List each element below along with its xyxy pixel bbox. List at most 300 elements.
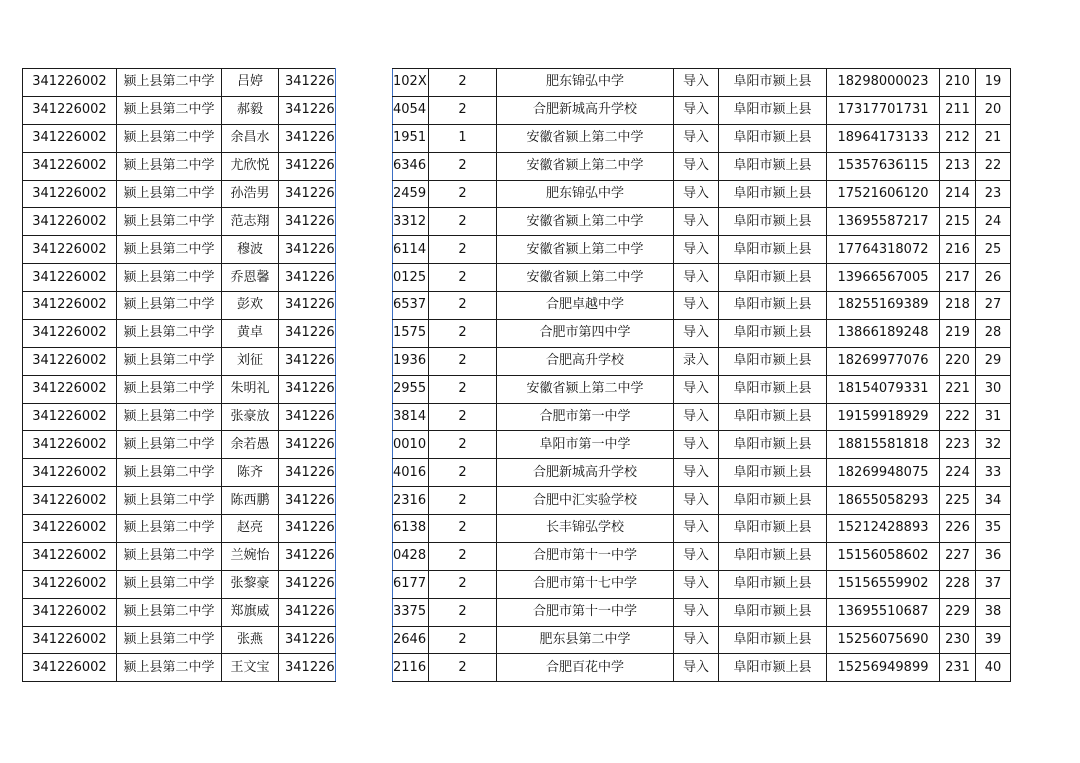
- table-row: [23, 654, 336, 682]
- phone-number-cell: 15156058602: [827, 542, 940, 570]
- school-name-cell: 颍上县第二中学: [117, 236, 222, 264]
- sequence-number-cell: 211: [940, 96, 976, 124]
- student-code-cell: 341226002: [23, 208, 117, 236]
- phone-number-cell: 13866189248: [827, 319, 940, 347]
- entry-type-cell: 导入: [674, 598, 719, 626]
- student-name-cell: 黄卓: [222, 319, 279, 347]
- id-number-suffix-cell: 4016: [393, 459, 429, 487]
- table-row: [393, 152, 1011, 180]
- roster-table-right-body: [393, 69, 1011, 682]
- phone-number-cell: 17521606120: [827, 180, 940, 208]
- region-cell: 阜阳市颍上县: [719, 515, 827, 543]
- student-code-cell: 341226002: [23, 570, 117, 598]
- id-number-prefix-cell: 341226: [279, 515, 336, 543]
- gender-code-cell: 2: [429, 375, 497, 403]
- id-number-suffix-cell: 1936: [393, 347, 429, 375]
- student-code-cell: 341226002: [23, 152, 117, 180]
- table-row: [393, 431, 1011, 459]
- phone-number-cell: 13966567005: [827, 264, 940, 292]
- student-name-cell: 兰婉怡: [222, 542, 279, 570]
- row-number-cell: 39: [976, 626, 1011, 654]
- student-name-cell: 王文宝: [222, 654, 279, 682]
- entry-type-cell: 导入: [674, 292, 719, 320]
- id-number-prefix-cell: 341226: [279, 431, 336, 459]
- sequence-number-cell: 222: [940, 403, 976, 431]
- student-name-cell: 孙浩男: [222, 180, 279, 208]
- sequence-number-cell: 216: [940, 236, 976, 264]
- id-number-prefix-cell: 341226: [279, 124, 336, 152]
- id-number-prefix-cell: 341226: [279, 292, 336, 320]
- entry-type-cell: 导入: [674, 208, 719, 236]
- student-code-cell: 341226002: [23, 236, 117, 264]
- entry-type-cell: 导入: [674, 180, 719, 208]
- phone-number-cell: 19159918929: [827, 403, 940, 431]
- id-number-suffix-cell: 6138: [393, 515, 429, 543]
- region-cell: 阜阳市颍上县: [719, 208, 827, 236]
- entry-type-cell: 导入: [674, 152, 719, 180]
- gender-code-cell: 2: [429, 515, 497, 543]
- sequence-number-cell: 228: [940, 570, 976, 598]
- row-number-cell: 36: [976, 542, 1011, 570]
- student-name-cell: 张豪放: [222, 403, 279, 431]
- entry-type-cell: 导入: [674, 236, 719, 264]
- table-row: [23, 319, 336, 347]
- table-row: [23, 598, 336, 626]
- school-name-cell: 颍上县第二中学: [117, 403, 222, 431]
- region-cell: 阜阳市颍上县: [719, 124, 827, 152]
- table-row: [23, 292, 336, 320]
- id-number-prefix-cell: 341226: [279, 347, 336, 375]
- origin-school-cell: 合肥市第一中学: [497, 403, 674, 431]
- id-number-suffix-cell: 3375: [393, 598, 429, 626]
- table-row: [23, 515, 336, 543]
- student-code-cell: 341226002: [23, 69, 117, 97]
- row-number-cell: 21: [976, 124, 1011, 152]
- sequence-number-cell: 230: [940, 626, 976, 654]
- region-cell: 阜阳市颍上县: [719, 292, 827, 320]
- table-row: [393, 124, 1011, 152]
- student-name-cell: 朱明礼: [222, 375, 279, 403]
- table-row: [393, 598, 1011, 626]
- student-name-cell: 张黎豪: [222, 570, 279, 598]
- student-name-cell: 陈西鹏: [222, 487, 279, 515]
- gender-code-cell: 2: [429, 152, 497, 180]
- phone-number-cell: 18269977076: [827, 347, 940, 375]
- sequence-number-cell: 220: [940, 347, 976, 375]
- school-name-cell: 颍上县第二中学: [117, 459, 222, 487]
- row-number-cell: 29: [976, 347, 1011, 375]
- origin-school-cell: 合肥中汇实验学校: [497, 487, 674, 515]
- student-code-cell: 341226002: [23, 431, 117, 459]
- student-code-cell: 341226002: [23, 124, 117, 152]
- phone-number-cell: 18964173133: [827, 124, 940, 152]
- table-row: [393, 264, 1011, 292]
- student-code-cell: 341226002: [23, 487, 117, 515]
- id-number-suffix-cell: 0428: [393, 542, 429, 570]
- entry-type-cell: 导入: [674, 375, 719, 403]
- table-row: [393, 208, 1011, 236]
- id-number-prefix-cell: 341226: [279, 487, 336, 515]
- school-name-cell: 颍上县第二中学: [117, 347, 222, 375]
- phone-number-cell: 15256075690: [827, 626, 940, 654]
- origin-school-cell: 肥东锦弘中学: [497, 69, 674, 97]
- row-number-cell: 32: [976, 431, 1011, 459]
- student-name-cell: 郑旗威: [222, 598, 279, 626]
- id-number-suffix-cell: 4054: [393, 96, 429, 124]
- id-number-suffix-cell: 0125: [393, 264, 429, 292]
- sequence-number-cell: 213: [940, 152, 976, 180]
- origin-school-cell: 合肥百花中学: [497, 654, 674, 682]
- id-number-prefix-cell: 341226: [279, 96, 336, 124]
- school-name-cell: 颍上县第二中学: [117, 598, 222, 626]
- id-number-suffix-cell: 1951: [393, 124, 429, 152]
- sequence-number-cell: 231: [940, 654, 976, 682]
- school-name-cell: 颍上县第二中学: [117, 124, 222, 152]
- student-name-cell: 彭欢: [222, 292, 279, 320]
- student-code-cell: 341226002: [23, 96, 117, 124]
- table-row: [23, 542, 336, 570]
- gender-code-cell: 2: [429, 236, 497, 264]
- id-number-prefix-cell: 341226: [279, 570, 336, 598]
- sequence-number-cell: 227: [940, 542, 976, 570]
- table-row: [23, 180, 336, 208]
- phone-number-cell: 15256949899: [827, 654, 940, 682]
- row-number-cell: 40: [976, 654, 1011, 682]
- sequence-number-cell: 218: [940, 292, 976, 320]
- student-name-cell: 范志翔: [222, 208, 279, 236]
- school-name-cell: 颍上县第二中学: [117, 264, 222, 292]
- gender-code-cell: 2: [429, 598, 497, 626]
- table-row: [23, 347, 336, 375]
- row-number-cell: 35: [976, 515, 1011, 543]
- sequence-number-cell: 215: [940, 208, 976, 236]
- table-row: [393, 69, 1011, 97]
- gender-code-cell: 2: [429, 96, 497, 124]
- sequence-number-cell: 210: [940, 69, 976, 97]
- table-row: [393, 96, 1011, 124]
- region-cell: 阜阳市颍上县: [719, 654, 827, 682]
- region-cell: 阜阳市颍上县: [719, 96, 827, 124]
- table-row: [23, 96, 336, 124]
- table-row: [393, 403, 1011, 431]
- region-cell: 阜阳市颍上县: [719, 542, 827, 570]
- student-name-cell: 吕婷: [222, 69, 279, 97]
- gender-code-cell: 2: [429, 180, 497, 208]
- region-cell: 阜阳市颍上县: [719, 487, 827, 515]
- region-cell: 阜阳市颍上县: [719, 403, 827, 431]
- student-code-cell: 341226002: [23, 403, 117, 431]
- school-name-cell: 颍上县第二中学: [117, 542, 222, 570]
- id-number-prefix-cell: 341226: [279, 375, 336, 403]
- sequence-number-cell: 219: [940, 319, 976, 347]
- origin-school-cell: 安徽省颍上第二中学: [497, 124, 674, 152]
- id-number-prefix-cell: 341226: [279, 598, 336, 626]
- table-row: [23, 459, 336, 487]
- origin-school-cell: 合肥市第十七中学: [497, 570, 674, 598]
- id-number-suffix-cell: 0010: [393, 431, 429, 459]
- origin-school-cell: 合肥卓越中学: [497, 292, 674, 320]
- table-row: [23, 431, 336, 459]
- origin-school-cell: 合肥高升学校: [497, 347, 674, 375]
- table-row: [393, 570, 1011, 598]
- phone-number-cell: 17764318072: [827, 236, 940, 264]
- table-row: [393, 487, 1011, 515]
- student-code-cell: 341226002: [23, 375, 117, 403]
- gender-code-cell: 2: [429, 570, 497, 598]
- roster-table-left: [22, 68, 336, 682]
- gender-code-cell: 2: [429, 487, 497, 515]
- entry-type-cell: 导入: [674, 487, 719, 515]
- phone-number-cell: 18269948075: [827, 459, 940, 487]
- row-number-cell: 31: [976, 403, 1011, 431]
- phone-number-cell: 15156559902: [827, 570, 940, 598]
- school-name-cell: 颍上县第二中学: [117, 431, 222, 459]
- student-name-cell: 尤欣悦: [222, 152, 279, 180]
- gender-code-cell: 2: [429, 431, 497, 459]
- row-number-cell: 37: [976, 570, 1011, 598]
- table-row: [23, 236, 336, 264]
- region-cell: 阜阳市颍上县: [719, 152, 827, 180]
- region-cell: 阜阳市颍上县: [719, 570, 827, 598]
- gender-code-cell: 2: [429, 69, 497, 97]
- phone-number-cell: 17317701731: [827, 96, 940, 124]
- sequence-number-cell: 223: [940, 431, 976, 459]
- table-row: [393, 319, 1011, 347]
- row-number-cell: 30: [976, 375, 1011, 403]
- student-code-cell: 341226002: [23, 319, 117, 347]
- gender-code-cell: 2: [429, 542, 497, 570]
- id-number-prefix-cell: 341226: [279, 264, 336, 292]
- entry-type-cell: 导入: [674, 542, 719, 570]
- phone-number-cell: 13695587217: [827, 208, 940, 236]
- row-number-cell: 22: [976, 152, 1011, 180]
- student-name-cell: 陈齐: [222, 459, 279, 487]
- student-name-cell: 赵亮: [222, 515, 279, 543]
- id-number-suffix-cell: 6114: [393, 236, 429, 264]
- table-row: [393, 654, 1011, 682]
- row-number-cell: 27: [976, 292, 1011, 320]
- phone-number-cell: 18255169389: [827, 292, 940, 320]
- id-number-suffix-cell: 2459: [393, 180, 429, 208]
- gender-code-cell: 2: [429, 292, 497, 320]
- gender-code-cell: 2: [429, 208, 497, 236]
- student-code-cell: 341226002: [23, 459, 117, 487]
- origin-school-cell: 合肥市第四中学: [497, 319, 674, 347]
- sequence-number-cell: 229: [940, 598, 976, 626]
- table-row: [393, 515, 1011, 543]
- id-number-suffix-cell: 3312: [393, 208, 429, 236]
- school-name-cell: 颍上县第二中学: [117, 570, 222, 598]
- entry-type-cell: 导入: [674, 654, 719, 682]
- entry-type-cell: 导入: [674, 626, 719, 654]
- origin-school-cell: 肥东县第二中学: [497, 626, 674, 654]
- entry-type-cell: 导入: [674, 264, 719, 292]
- entry-type-cell: 导入: [674, 570, 719, 598]
- roster-table-right: [392, 68, 1011, 682]
- id-number-prefix-cell: 341226: [279, 236, 336, 264]
- phone-number-cell: 13695510687: [827, 598, 940, 626]
- entry-type-cell: 导入: [674, 403, 719, 431]
- id-number-suffix-cell: 2116: [393, 654, 429, 682]
- region-cell: 阜阳市颍上县: [719, 431, 827, 459]
- student-code-cell: 341226002: [23, 347, 117, 375]
- entry-type-cell: 导入: [674, 124, 719, 152]
- table-row: [393, 347, 1011, 375]
- origin-school-cell: 安徽省颍上第二中学: [497, 264, 674, 292]
- entry-type-cell: 导入: [674, 459, 719, 487]
- phone-number-cell: 18298000023: [827, 69, 940, 97]
- student-code-cell: 341226002: [23, 264, 117, 292]
- id-number-suffix-cell: 2955: [393, 375, 429, 403]
- id-number-suffix-cell: 6177: [393, 570, 429, 598]
- roster-table-left-body: [23, 69, 336, 682]
- sequence-number-cell: 217: [940, 264, 976, 292]
- school-name-cell: 颍上县第二中学: [117, 487, 222, 515]
- origin-school-cell: 安徽省颍上第二中学: [497, 375, 674, 403]
- school-name-cell: 颍上县第二中学: [117, 180, 222, 208]
- entry-type-cell: 导入: [674, 515, 719, 543]
- id-number-prefix-cell: 341226: [279, 152, 336, 180]
- table-row: [393, 542, 1011, 570]
- table-row: [23, 124, 336, 152]
- row-number-cell: 24: [976, 208, 1011, 236]
- table-row: [23, 208, 336, 236]
- school-name-cell: 颍上县第二中学: [117, 69, 222, 97]
- sequence-number-cell: 226: [940, 515, 976, 543]
- phone-number-cell: 18815581818: [827, 431, 940, 459]
- table-row: [23, 403, 336, 431]
- id-number-suffix-cell: 3814: [393, 403, 429, 431]
- region-cell: 阜阳市颍上县: [719, 264, 827, 292]
- region-cell: 阜阳市颍上县: [719, 626, 827, 654]
- sequence-number-cell: 214: [940, 180, 976, 208]
- table-row: [393, 292, 1011, 320]
- id-number-prefix-cell: 341226: [279, 542, 336, 570]
- row-number-cell: 25: [976, 236, 1011, 264]
- row-number-cell: 20: [976, 96, 1011, 124]
- row-number-cell: 34: [976, 487, 1011, 515]
- student-name-cell: 张燕: [222, 626, 279, 654]
- phone-number-cell: 18154079331: [827, 375, 940, 403]
- origin-school-cell: 合肥市第十一中学: [497, 598, 674, 626]
- origin-school-cell: 合肥市第十一中学: [497, 542, 674, 570]
- table-row: [393, 236, 1011, 264]
- table-row: [23, 570, 336, 598]
- id-number-prefix-cell: 341226: [279, 403, 336, 431]
- gender-code-cell: 2: [429, 626, 497, 654]
- region-cell: 阜阳市颍上县: [719, 180, 827, 208]
- table-row: [23, 626, 336, 654]
- id-number-suffix-cell: 1575: [393, 319, 429, 347]
- school-name-cell: 颍上县第二中学: [117, 375, 222, 403]
- origin-school-cell: 肥东锦弘中学: [497, 180, 674, 208]
- student-code-cell: 341226002: [23, 515, 117, 543]
- entry-type-cell: 录入: [674, 347, 719, 375]
- id-number-prefix-cell: 341226: [279, 180, 336, 208]
- sequence-number-cell: 224: [940, 459, 976, 487]
- row-number-cell: 19: [976, 69, 1011, 97]
- student-name-cell: 穆波: [222, 236, 279, 264]
- table-row: [393, 459, 1011, 487]
- origin-school-cell: 长丰锦弘学校: [497, 515, 674, 543]
- region-cell: 阜阳市颍上县: [719, 459, 827, 487]
- entry-type-cell: 导入: [674, 319, 719, 347]
- table-row: [23, 264, 336, 292]
- school-name-cell: 颍上县第二中学: [117, 654, 222, 682]
- id-number-suffix-cell: 102X: [393, 69, 429, 97]
- origin-school-cell: 安徽省颍上第二中学: [497, 208, 674, 236]
- sequence-number-cell: 221: [940, 375, 976, 403]
- student-code-cell: 341226002: [23, 292, 117, 320]
- origin-school-cell: 阜阳市第一中学: [497, 431, 674, 459]
- table-row: [23, 375, 336, 403]
- student-name-cell: 余若愚: [222, 431, 279, 459]
- row-number-cell: 23: [976, 180, 1011, 208]
- id-number-prefix-cell: 341226: [279, 626, 336, 654]
- phone-number-cell: 15357636115: [827, 152, 940, 180]
- region-cell: 阜阳市颍上县: [719, 598, 827, 626]
- region-cell: 阜阳市颍上县: [719, 347, 827, 375]
- table-row: [393, 626, 1011, 654]
- sequence-number-cell: 225: [940, 487, 976, 515]
- id-number-suffix-cell: 6346: [393, 152, 429, 180]
- id-number-suffix-cell: 6537: [393, 292, 429, 320]
- school-name-cell: 颍上县第二中学: [117, 96, 222, 124]
- student-code-cell: 341226002: [23, 598, 117, 626]
- student-name-cell: 郝毅: [222, 96, 279, 124]
- table-row: [23, 69, 336, 97]
- school-name-cell: 颍上县第二中学: [117, 319, 222, 347]
- phone-number-cell: 15212428893: [827, 515, 940, 543]
- id-number-prefix-cell: 341226: [279, 319, 336, 347]
- gender-code-cell: 1: [429, 124, 497, 152]
- origin-school-cell: 安徽省颍上第二中学: [497, 236, 674, 264]
- table-row: [393, 180, 1011, 208]
- id-number-prefix-cell: 341226: [279, 654, 336, 682]
- region-cell: 阜阳市颍上县: [719, 69, 827, 97]
- entry-type-cell: 导入: [674, 69, 719, 97]
- row-number-cell: 26: [976, 264, 1011, 292]
- gender-code-cell: 2: [429, 654, 497, 682]
- table-row: [393, 375, 1011, 403]
- school-name-cell: 颍上县第二中学: [117, 515, 222, 543]
- phone-number-cell: 18655058293: [827, 487, 940, 515]
- id-number-prefix-cell: 341226: [279, 459, 336, 487]
- gender-code-cell: 2: [429, 347, 497, 375]
- row-number-cell: 38: [976, 598, 1011, 626]
- student-code-cell: 341226002: [23, 654, 117, 682]
- origin-school-cell: 合肥新城高升学校: [497, 96, 674, 124]
- gender-code-cell: 2: [429, 403, 497, 431]
- student-code-cell: 341226002: [23, 626, 117, 654]
- student-name-cell: 余昌水: [222, 124, 279, 152]
- id-number-suffix-cell: 2316: [393, 487, 429, 515]
- id-number-prefix-cell: 341226: [279, 208, 336, 236]
- table-row: [23, 152, 336, 180]
- student-code-cell: 341226002: [23, 180, 117, 208]
- origin-school-cell: 安徽省颍上第二中学: [497, 152, 674, 180]
- school-name-cell: 颍上县第二中学: [117, 208, 222, 236]
- origin-school-cell: 合肥新城高升学校: [497, 459, 674, 487]
- entry-type-cell: 导入: [674, 96, 719, 124]
- gender-code-cell: 2: [429, 319, 497, 347]
- student-name-cell: 刘征: [222, 347, 279, 375]
- row-number-cell: 28: [976, 319, 1011, 347]
- sequence-number-cell: 212: [940, 124, 976, 152]
- school-name-cell: 颍上县第二中学: [117, 152, 222, 180]
- region-cell: 阜阳市颍上县: [719, 319, 827, 347]
- gender-code-cell: 2: [429, 264, 497, 292]
